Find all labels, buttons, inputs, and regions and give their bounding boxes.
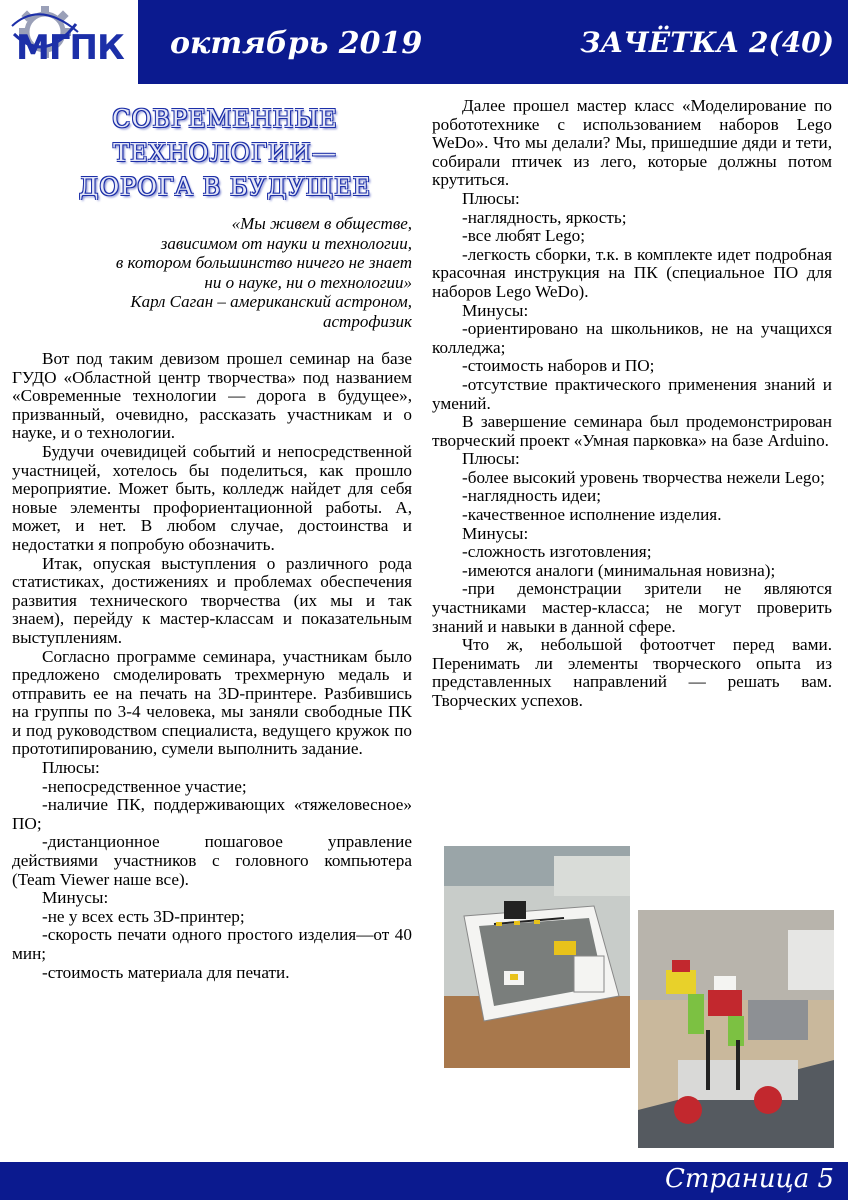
- list-item: -стоимость материала для печати.: [42, 962, 290, 982]
- issue-month: октябрь 2019: [170, 26, 423, 61]
- newspaper-name: ЗАЧЁТКА 2(40): [580, 26, 834, 59]
- college-logo: [0, 0, 138, 84]
- list-item: -при демонстрации зрители не являются участниками мастер-класса; не могут проверить знаний и навыки в данной сфере.: [432, 579, 832, 636]
- list-heading: Минусы:: [462, 523, 529, 543]
- epigraph-author: астрофизик: [323, 311, 412, 331]
- list-item: -скорость печати одного простого изделия—от 40 мин;: [12, 925, 412, 963]
- list-heading: Минусы:: [462, 300, 529, 320]
- epigraph-line: «Мы живем в обществе,: [231, 214, 412, 233]
- epigraph-author: Карл Саган – американский астроном,: [130, 292, 412, 311]
- left-column: [12, 350, 412, 982]
- page-number: Страница 5: [664, 1164, 834, 1194]
- list-item: -наглядность, яркость;: [462, 207, 627, 227]
- title-line: ДОРОГА В БУДУЩЕЕ: [78, 173, 372, 201]
- list-item: -отсутствие практического применения знаний и умений.: [432, 374, 832, 413]
- list-item: -непосредственное участие;: [42, 776, 247, 796]
- lego-birds-illustration: [638, 910, 834, 1148]
- epigraph-line: ни о науке, ни о технологии»: [204, 272, 412, 292]
- list-heading: Плюсы:: [462, 449, 520, 469]
- list-item: -имеются аналоги (минимальная новизна);: [462, 560, 776, 580]
- list-item: -дистанционное пошаговое управление действиями участников с головного компьютера (Team Viewer наше все).: [12, 832, 412, 889]
- list-heading: Плюсы:: [462, 188, 520, 208]
- paragraph: Будучи очевидицей событий и непосредственной участницей, хотелось бы поделиться, как прошло мероприятие. Может быть, колледж найдет для себя новые элементы профориентационной работы. А, может, и нет. В любом случае, достоинства и недостатки я попробую обозначить.: [12, 441, 412, 554]
- paragraph: Итак, опуская выступления о различного рода статистиках, достижениях и проблемах обеспечения развития технического творчества (их мы и так знаем), перейду к мастер-классам и показательным выступлениям.: [12, 553, 412, 647]
- list-heading: Плюсы:: [42, 758, 100, 778]
- list-item: -наличие ПК, поддерживающих «тяжеловесное» ПО;: [12, 795, 412, 833]
- logo-text: МГПК: [16, 28, 124, 68]
- photo-lego-birds: [638, 910, 834, 1148]
- list-item: -более высокий уровень творчества нежели Lego;: [462, 467, 825, 487]
- list-item: -все любят Lego;: [462, 226, 586, 246]
- list-item: -сложность изготовления;: [462, 542, 652, 562]
- title-line: ТЕХНОЛОГИИ—: [113, 139, 337, 167]
- paragraph: Согласно программе семинара, участникам было предложено смоделировать трехмерную медаль и отправить ее на печать на 3D-принтере. Разбившись на группы по 3-4 человека, мы заняли свободные ПК и под руководством специалиста, ведущего кружок по прототипированию, сумели выполнить задание.: [12, 646, 412, 759]
- list-heading: Минусы:: [42, 888, 109, 908]
- paragraph: В завершение семинара был продемонстрирован творческий проект «Умная парковка» на базе Arduino.: [432, 412, 832, 450]
- list-item: -ориентировано на школьников, не на учащихся колледжа;: [432, 319, 832, 357]
- parking-model-illustration: [444, 846, 630, 1068]
- epigraph: [20, 214, 412, 331]
- list-item: -стоимость наборов и ПО;: [462, 356, 655, 376]
- page-footer: [0, 1162, 848, 1200]
- epigraph-line: в котором большинство ничего не знает: [115, 253, 412, 272]
- list-item: -наглядность идеи;: [462, 486, 601, 506]
- photo-smart-parking: [444, 846, 630, 1068]
- list-item: -качественное исполнение изделия.: [462, 505, 722, 525]
- title-line: СОВРЕМЕННЫЕ: [112, 105, 338, 133]
- article-title: [40, 102, 410, 204]
- list-item: -легкость сборки, т.к. в комплекте идет подробная красочная инструкция на ПК (специальное ПО для наборов Lego WeDo).: [432, 244, 832, 301]
- page-header: [0, 0, 848, 84]
- list-item: -не у всех есть 3D-принтер;: [42, 906, 245, 926]
- paragraph: Вот под таким девизом прошел семинар на базе ГУДО «Областной центр творчества» под названием «Современные технологии — дорога в будущее», призванный, очевидно, рассказать участникам и о науке, и о технологии.: [12, 349, 412, 443]
- paragraph: Что ж, небольшой фотоотчет перед вами. Перенимать ли элементы творческого опыта из представленных направлений — решать вам. Творческих успехов.: [432, 635, 832, 710]
- paragraph: Далее прошел мастер класс «Моделирование по робототехнике с использованием наборов Lego WeDo». Что мы делали? Мы, пришедшие дяди и тети, собирали птичек из лего, которые должны потом крутиться.: [432, 96, 832, 190]
- right-column: [432, 97, 832, 711]
- epigraph-line: зависимом от науки и технологии,: [160, 233, 412, 253]
